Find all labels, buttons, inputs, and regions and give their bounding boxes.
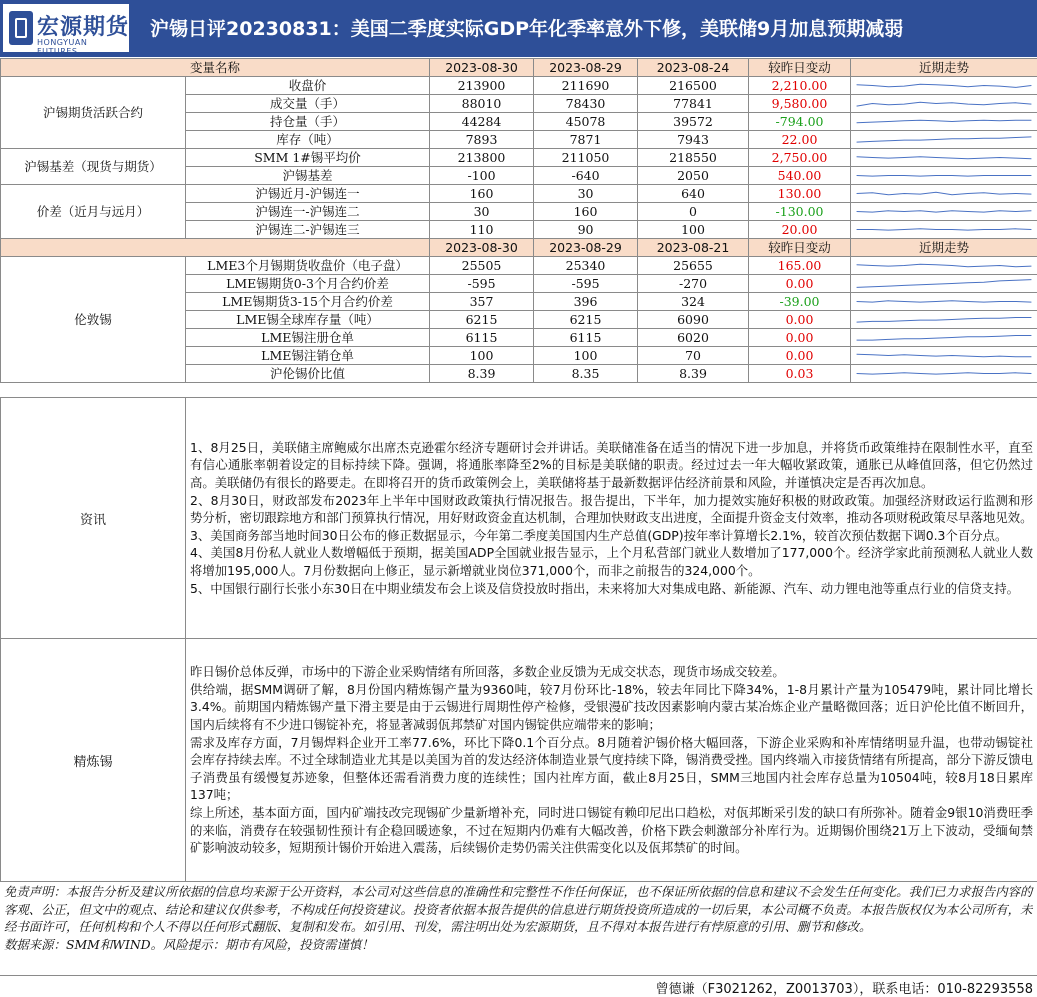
- value-cell: 357: [430, 293, 534, 311]
- change-cell: 0.00: [749, 311, 851, 329]
- trend-line: [857, 192, 1032, 195]
- trend-cell: [851, 275, 1037, 293]
- trend-sparkline: [851, 203, 1037, 220]
- trend-cell: [851, 257, 1037, 275]
- change-cell: -130.00: [749, 203, 851, 221]
- value-cell: 7893: [430, 131, 534, 149]
- trend-line: [857, 211, 1032, 212]
- trend-line: [857, 280, 1032, 288]
- paragraph: 1、8月25日，美联储主席鲍威尔出席杰克逊霍尔经济专题研讨会并讲话。美联储准备在适当的情况下进一步加息，并将货币政策维持在限制性水平，直至有信心通胀率朝着设定的目标持续下降。强调，将通胀率降至2%的目标是美联储的职责。经过过去一年大幅收紧政策，通胀已从峰值回落，但它仍然过高。美联储仍有很长的路要走。在即将召开的货币政策例会上，美联储将基于最新数据评估经济前景和风险，并谨慎决定是否再次加息。: [190, 439, 1033, 492]
- value-cell: 70: [638, 347, 749, 365]
- change-cell: 22.00: [749, 131, 851, 149]
- category-label: 价差（近月与远月）: [1, 185, 186, 239]
- trend-cell: [851, 329, 1037, 347]
- value-cell: -640: [534, 167, 638, 185]
- value-cell: 8.39: [430, 365, 534, 383]
- change-cell: 0.00: [749, 329, 851, 347]
- trend-sparkline: [851, 77, 1037, 94]
- change-cell: 20.00: [749, 221, 851, 239]
- category-label: 沪锡期货活跃合约: [1, 77, 186, 149]
- trend-line: [857, 229, 1032, 230]
- category-label: 伦敦锡: [1, 257, 186, 383]
- paragraph: 需求及库存方面，7月锡焊料企业开工率77.6%，环比下降0.1个百分点。8月随着沪锡价格大幅回落，下游企业采购和补库情绪明显升温，也带动锡锭社会库存持续去库。不过全球制造业尤其是以美国为首的发达经济体制造业景气度持续下降，锡消费受挫。国内终端入市接货情绪有所提高，部分下游反馈电子消费虽有缓慢复苏迹象，但整体还需看消费力度的连续性；国内社库方面，截止8月25日，SMM三地国内社会库存总量为10504吨，较8月18日累库137吨；: [190, 734, 1033, 804]
- value-cell: 110: [430, 221, 534, 239]
- news-content: [186, 398, 1037, 639]
- row-label: 沪锡近月-沪锡连一: [186, 185, 430, 203]
- trend-cell: [851, 203, 1037, 221]
- trend-sparkline: [851, 185, 1037, 202]
- trend-cell: [851, 113, 1037, 131]
- value-cell: 100: [430, 347, 534, 365]
- change-cell: -794.00: [749, 113, 851, 131]
- value-cell: 7871: [534, 131, 638, 149]
- value-cell: 44284: [430, 113, 534, 131]
- table-row: [1, 185, 1037, 203]
- row-label: 沪锡基差: [186, 167, 430, 185]
- change-cell: 0.00: [749, 275, 851, 293]
- value-cell: 218550: [638, 149, 749, 167]
- paragraph: 2、8月30日，财政部发布2023年上半年中国财政政策执行情况报告。报告提出，下半年，加力提效实施好积极的财政政策。加强经济财政运行监测和形势分析，密切跟踪地方和部门预算执行情况，用好财政资金直达机制，合理加快财政支出进度，全面提升资金支付效率，推动各项财税政策尽早落地见效。: [190, 492, 1033, 527]
- row-label: 沪锡连二-沪锡连三: [186, 221, 430, 239]
- trend-line: [857, 301, 1032, 302]
- value-cell: 100: [534, 347, 638, 365]
- header-col: 2023-08-24: [638, 59, 749, 77]
- disclaimer-text: 免责声明：本报告分析及建议所依据的信息均来源于公开资料，本公司对这些信息的准确性和完整性不作任何保证，也不保证所依据的信息和建议不会发生任何变化。我们已力求报告内容的客观、公正，但文中的观点、结论和建议仅供参考，不构成任何投资建议。投资者依据本报告提供的信息进行期货投资所造成的一切后果，本公司概不负责。本报告版权仅为本公司所有，未经书面许可，任何机构和个人不得以任何形式翻版、复制和发布。如引用、刊发，需注明出处为宏源期货，且不得对本报告进行有悖原意的引用、删节和修改。: [4, 883, 1033, 936]
- row-label: 持仓量（手）: [186, 113, 430, 131]
- value-cell: 2050: [638, 167, 749, 185]
- value-cell: 8.39: [638, 365, 749, 383]
- trend-sparkline: [851, 311, 1037, 328]
- change-cell: 2,750.00: [749, 149, 851, 167]
- row-label: LME锡全球库存量（吨）: [186, 311, 430, 329]
- value-cell: 0: [638, 203, 749, 221]
- header-col: 较昨日变动: [749, 59, 851, 77]
- report-title: 沪锡日评20230831：美国二季度实际GDP年化季率意外下修，美联储9月加息预期减弱: [150, 14, 903, 41]
- trend-cell: [851, 311, 1037, 329]
- header-col: 2023-08-29: [534, 59, 638, 77]
- row-label: 沪伦锡价比值: [186, 365, 430, 383]
- value-cell: 45078: [534, 113, 638, 131]
- value-cell: 7943: [638, 131, 749, 149]
- trend-line: [857, 102, 1032, 106]
- row-label: 库存（吨）: [186, 131, 430, 149]
- change-cell: 2,210.00: [749, 77, 851, 95]
- logo-mark-icon: [9, 11, 33, 45]
- value-cell: 6215: [534, 311, 638, 329]
- header-col: 2023-08-21: [638, 239, 749, 257]
- table-header-row: [1, 59, 1037, 77]
- value-cell: 100: [638, 221, 749, 239]
- refined-tin-label: 精炼锡: [1, 639, 186, 882]
- trend-sparkline: [851, 221, 1037, 238]
- report-header: [0, 0, 1037, 57]
- row-label: SMM 1#锡平均价: [186, 149, 430, 167]
- paragraph: 昨日锡价总体反弹，市场中的下游企业采购情绪有所回落，多数企业反馈为无成交状态，现货市场成交较差。: [190, 663, 1033, 681]
- trend-sparkline: [851, 149, 1037, 166]
- paragraph: 综上所述，基本面方面，国内矿端技改完现锡矿少量新增补充，同时进口锡锭有赖印尼出口趋松，对佤邦断采引发的缺口有所弥补。随着金9银10消费旺季的来临，消费存在较强韧性预计有企稳回暖迹象，不过在短期内仍难有大幅改善，价格下跌会刺激部分补库行为。近期锡价围绕21万上下波动，受缅甸禁矿影响波动较多，短期预计锡价开始进入震荡，后续锡价走势仍需关注供需变化以及佤邦禁矿的时间。: [190, 804, 1033, 857]
- value-cell: 77841: [638, 95, 749, 113]
- company-logo: [3, 4, 129, 52]
- paragraph: 4、美国8月份私人就业人数增幅低于预期，据美国ADP全国就业报告显示，上个月私营部门就业人数增加了177,000个。经济学家此前预测私人就业人数将增加195,000人。7月份数据向上修正，显示新增就业岗位371,000个，而非之前报告的324,000个。: [190, 544, 1033, 579]
- trend-line: [857, 137, 1032, 142]
- trend-sparkline: [851, 293, 1037, 310]
- header-col: 2023-08-30: [430, 239, 534, 257]
- header-col: 近期走势: [851, 239, 1037, 257]
- trend-sparkline: [851, 257, 1037, 274]
- row-label: LME锡期货3-15个月合约价差: [186, 293, 430, 311]
- header-col: 2023-08-30: [430, 59, 534, 77]
- change-cell: 0.03: [749, 365, 851, 383]
- trend-cell: [851, 149, 1037, 167]
- trend-line: [857, 336, 1032, 341]
- footer: [0, 975, 1037, 997]
- row-label: LME锡期货0-3个月合约价差: [186, 275, 430, 293]
- change-cell: 540.00: [749, 167, 851, 185]
- value-cell: -595: [430, 275, 534, 293]
- category-label: 沪锡基差（现货与期货）: [1, 149, 186, 185]
- value-cell: -270: [638, 275, 749, 293]
- trend-sparkline: [851, 275, 1037, 292]
- trend-cell: [851, 293, 1037, 311]
- trend-sparkline: [851, 347, 1037, 364]
- data-table: [0, 58, 1037, 383]
- value-cell: -595: [534, 275, 638, 293]
- trend-sparkline: [851, 113, 1037, 130]
- text-table: [0, 397, 1037, 882]
- value-cell: 88010: [430, 95, 534, 113]
- change-cell: 9,580.00: [749, 95, 851, 113]
- trend-cell: [851, 77, 1037, 95]
- row-label: LME3个月锡期货收盘价（电子盘）: [186, 257, 430, 275]
- value-cell: 30: [430, 203, 534, 221]
- header-variable: [1, 239, 430, 257]
- value-cell: 8.35: [534, 365, 638, 383]
- row-label: LME锡注册仓单: [186, 329, 430, 347]
- logo-english-name: HONGYUAN FUTURES: [37, 38, 129, 56]
- value-cell: 160: [534, 203, 638, 221]
- trend-cell: [851, 365, 1037, 383]
- value-cell: 6115: [430, 329, 534, 347]
- value-cell: 324: [638, 293, 749, 311]
- header-col: 近期走势: [851, 59, 1037, 77]
- value-cell: 25340: [534, 257, 638, 275]
- value-cell: 213800: [430, 149, 534, 167]
- trend-sparkline: [851, 365, 1037, 382]
- logo-name: 宏源期货: [37, 10, 129, 41]
- change-cell: 130.00: [749, 185, 851, 203]
- trend-sparkline: [851, 167, 1037, 184]
- table-row: [1, 257, 1037, 275]
- value-cell: 6215: [430, 311, 534, 329]
- refined-tin-content: [186, 639, 1037, 882]
- value-cell: 160: [430, 185, 534, 203]
- table-row: [1, 77, 1037, 95]
- value-cell: 78430: [534, 95, 638, 113]
- value-cell: 25655: [638, 257, 749, 275]
- news-label: 资讯: [1, 398, 186, 639]
- value-cell: 211050: [534, 149, 638, 167]
- header-variable: 变量名称: [1, 59, 430, 77]
- value-cell: 396: [534, 293, 638, 311]
- change-cell: 165.00: [749, 257, 851, 275]
- value-cell: 30: [534, 185, 638, 203]
- trend-line: [857, 120, 1032, 123]
- trend-cell: [851, 347, 1037, 365]
- trend-line: [857, 176, 1032, 177]
- change-cell: 0.00: [749, 347, 851, 365]
- data-source: 数据来源：SMM和WIND。风险提示：期市有风险，投资需谨慎！: [4, 936, 1033, 954]
- trend-line: [857, 373, 1032, 374]
- trend-cell: [851, 185, 1037, 203]
- value-cell: -100: [430, 167, 534, 185]
- table-header-row: [1, 239, 1037, 257]
- value-cell: 216500: [638, 77, 749, 95]
- change-cell: -39.00: [749, 293, 851, 311]
- paragraph: 3、美国商务部当地时间30日公布的修正数据显示，今年第二季度美国国内生产总值(GDP)按年率计算增长2.1%，较首次预估数据下调0.3个百分点。: [190, 527, 1033, 545]
- trend-cell: [851, 95, 1037, 113]
- trend-line: [857, 354, 1032, 357]
- value-cell: 6090: [638, 311, 749, 329]
- trend-line: [857, 84, 1032, 87]
- paragraph: 5、中国银行副行长张小东30日在中期业绩发布会上谈及信贷投放时指出，未来将加大对集成电路、新能源、汽车、动力锂电池等重点行业的信贷支持。: [190, 580, 1033, 598]
- value-cell: 6020: [638, 329, 749, 347]
- header-col: 2023-08-29: [534, 239, 638, 257]
- trend-line: [857, 157, 1032, 159]
- header-col: 较昨日变动: [749, 239, 851, 257]
- value-cell: 640: [638, 185, 749, 203]
- analyst-contact: 曾德谦（F3021262，Z0013703），联系电话：010-82293558: [656, 978, 1033, 997]
- value-cell: 25505: [430, 257, 534, 275]
- trend-cell: [851, 167, 1037, 185]
- trend-line: [857, 318, 1032, 323]
- disclaimer: [0, 881, 1037, 955]
- table-row: [1, 149, 1037, 167]
- value-cell: 213900: [430, 77, 534, 95]
- value-cell: 211690: [534, 77, 638, 95]
- trend-sparkline: [851, 329, 1037, 346]
- trend-sparkline: [851, 95, 1037, 112]
- row-label: 收盘价: [186, 77, 430, 95]
- row-label: LME锡注销仓单: [186, 347, 430, 365]
- value-cell: 39572: [638, 113, 749, 131]
- trend-cell: [851, 131, 1037, 149]
- value-cell: 6115: [534, 329, 638, 347]
- trend-line: [857, 264, 1032, 267]
- trend-cell: [851, 221, 1037, 239]
- trend-sparkline: [851, 131, 1037, 148]
- value-cell: 90: [534, 221, 638, 239]
- row-label: 沪锡连一-沪锡连二: [186, 203, 430, 221]
- row-label: 成交量（手）: [186, 95, 430, 113]
- paragraph: 供给端，据SMM调研了解，8月份国内精炼锡产量为9360吨，较7月份环比-18%，较去年同比下降34%，1-8月累计产量为105479吨，累计同比增长3.4%。前期国内精炼锡产量下滑主要是由于云锡进行周期性停产检修，受银漫矿技改因素影响内蒙古某冶炼企业产量略微回落；近日沪伦比值不断回升，国内后续将有不少进口锡锭补充，将显著减弱佤邦禁矿对国内锡锭供应端带来的影响；: [190, 681, 1033, 734]
